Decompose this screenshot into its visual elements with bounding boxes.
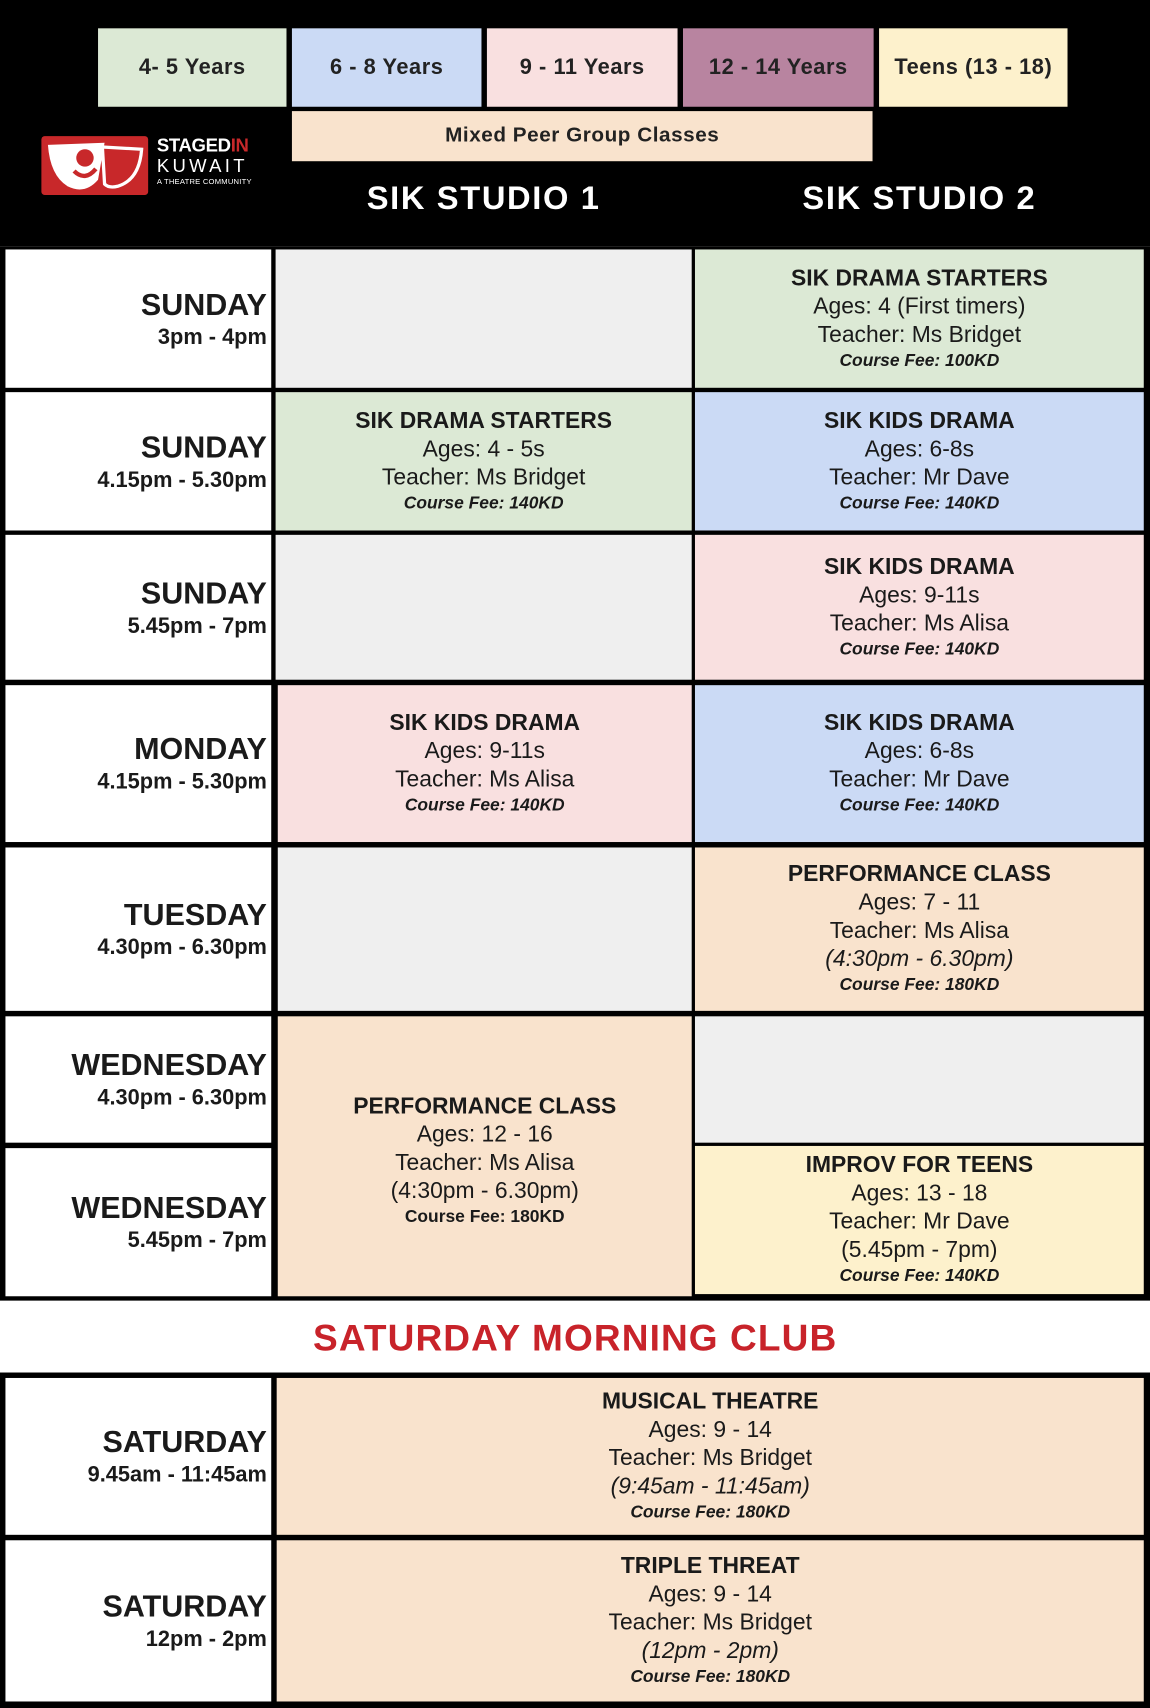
slot-tuesday [5, 847, 271, 1010]
slot-time: 9.45am - 11:45am [87, 1462, 267, 1487]
slot-monday [5, 685, 271, 842]
class-title: MUSICAL THEATRE [601, 1388, 819, 1414]
class-title: IMPROV FOR TEENS [805, 1152, 1034, 1178]
slot-sunday-2 [5, 392, 271, 530]
class-card [278, 1016, 692, 1296]
slot-day: MONDAY [134, 732, 267, 766]
legend-ages-6-8: 6 - 8 Years [292, 28, 482, 106]
class-teacher: Teacher: Ms Alisa [829, 918, 1009, 944]
class-teacher: Teacher: Ms Alisa [829, 610, 1009, 636]
slot-time: 5.45pm - 7pm [127, 613, 267, 638]
class-title: SIK KIDS DRAMA [389, 710, 581, 736]
slot-time: 4.15pm - 5.30pm [97, 467, 267, 492]
slot-time: 12pm - 2pm [145, 1627, 267, 1652]
class-time: (12pm - 2pm) [641, 1638, 779, 1664]
class-title: SIK KIDS DRAMA [824, 407, 1015, 433]
logo-text-kuwait: KUWAIT [156, 155, 248, 177]
class-ages: Ages: 13 - 18 [851, 1180, 988, 1206]
class-teacher: Teacher: Mr Dave [829, 766, 1010, 792]
class-title: TRIPLE THREAT [620, 1553, 800, 1579]
class-card [278, 685, 692, 842]
class-title: SIK DRAMA STARTERS [791, 265, 1048, 291]
logo [41, 134, 259, 199]
legend-ages-9-11: 9 - 11 Years [487, 28, 678, 106]
class-time: (4:30pm - 6.30pm) [390, 1178, 579, 1204]
class-teacher: Teacher: Mr Dave [829, 464, 1010, 490]
slot-time: 3pm - 4pm [157, 325, 267, 350]
class-title: PERFORMANCE CLASS [787, 861, 1051, 887]
legend-teens: Teens (13 - 18) [879, 28, 1067, 106]
empty-slot [276, 249, 692, 387]
class-title: PERFORMANCE CLASS [353, 1093, 617, 1119]
class-title: SIK KIDS DRAMA [824, 553, 1015, 579]
class-ages: Ages: 9 - 14 [648, 1417, 772, 1443]
slot-day: WEDNESDAY [71, 1047, 267, 1082]
class-card [695, 685, 1144, 842]
class-fee: Course Fee: 140KD [839, 493, 1000, 513]
logo-text-staged: STAGED [156, 135, 231, 156]
class-fee: Course Fee: 180KD [630, 1667, 791, 1687]
class-fee: Course Fee: 180KD [404, 1207, 565, 1227]
class-card [277, 1540, 1144, 1701]
slot-time: 5.45pm - 7pm [127, 1228, 267, 1253]
slot-time: 4.30pm - 6.30pm [97, 935, 267, 960]
empty-slot [695, 1016, 1144, 1142]
class-fee: Course Fee: 100KD [839, 351, 1000, 370]
empty-slot [276, 535, 692, 680]
class-teacher: Teacher: Ms Bridget [608, 1609, 812, 1636]
class-title: SIK DRAMA STARTERS [355, 407, 612, 433]
class-card [695, 392, 1144, 530]
slot-sunday-3 [5, 535, 271, 680]
class-time: (9:45am - 11:45am) [610, 1473, 810, 1499]
class-teacher: Teacher: Mr Dave [829, 1209, 1010, 1235]
class-card [695, 1146, 1144, 1294]
class-time: (4:30pm - 6.30pm) [825, 946, 1014, 972]
slot-wednesday-1 [5, 1016, 271, 1142]
class-ages: Ages: 4 (First timers) [813, 293, 1026, 319]
class-ages: Ages: 7 - 11 [858, 889, 981, 916]
class-teacher: Teacher: Ms Alisa [395, 766, 575, 792]
class-teacher: Teacher: Ms Bridget [817, 321, 1022, 347]
slot-day: SATURDAY [102, 1589, 267, 1624]
class-ages: Ages: 6-8s [864, 436, 975, 462]
studio-2-heading: SIK STUDIO 2 [802, 180, 1037, 217]
class-fee: Course Fee: 140KD [839, 1266, 1000, 1286]
class-ages: Ages: 12 - 16 [416, 1121, 553, 1147]
class-fee: Course Fee: 140KD [404, 796, 565, 815]
class-title: SIK KIDS DRAMA [824, 710, 1015, 736]
slot-time: 4.15pm - 5.30pm [97, 770, 267, 795]
slot-saturday-1 [5, 1378, 271, 1535]
class-teacher: Teacher: Ms Bridget [381, 464, 586, 490]
class-card [276, 392, 692, 530]
class-card [695, 847, 1144, 1010]
saturday-club-banner: SATURDAY MORNING CLUB [0, 1301, 1150, 1373]
class-ages: Ages: 9-11s [424, 738, 545, 764]
logo-text-in: IN [230, 135, 249, 156]
slot-saturday-2 [5, 1540, 271, 1701]
class-fee: Course Fee: 140KD [403, 493, 564, 513]
slot-day: SUNDAY [140, 287, 267, 321]
logo-tagline: A THEATRE COMMUNITY [156, 178, 252, 187]
class-teacher: Teacher: Ms Alisa [395, 1149, 575, 1175]
studio-1-heading: SIK STUDIO 1 [366, 180, 601, 217]
legend-mixed-peer: Mixed Peer Group Classes [292, 111, 873, 161]
class-ages: Ages: 6-8s [864, 738, 975, 764]
class-card [695, 535, 1144, 680]
class-time: (5.45pm - 7pm) [841, 1237, 998, 1263]
class-fee: Course Fee: 140KD [839, 639, 1000, 659]
header [0, 0, 1150, 246]
class-fee: Course Fee: 180KD [839, 976, 1000, 995]
class-card [277, 1378, 1144, 1535]
slot-day: SUNDAY [140, 575, 267, 610]
class-fee: Course Fee: 140KD [839, 796, 1000, 815]
class-ages: Ages: 9 - 14 [648, 1581, 772, 1607]
legend-ages-12-14: 12 - 14 Years [683, 28, 874, 106]
slot-day: SUNDAY [140, 429, 267, 464]
slot-day: WEDNESDAY [71, 1190, 267, 1225]
empty-slot [278, 847, 692, 1010]
slot-day: SATURDAY [102, 1424, 267, 1459]
class-ages: Ages: 4 - 5s [422, 436, 545, 462]
slot-wednesday-2 [5, 1148, 271, 1296]
slot-time: 4.30pm - 6.30pm [97, 1086, 267, 1110]
slot-day: TUESDAY [123, 897, 267, 932]
slot-sunday-1 [5, 249, 271, 387]
class-card [695, 249, 1144, 387]
class-fee: Course Fee: 180KD [630, 1503, 791, 1522]
class-ages: Ages: 9-11s [859, 582, 980, 608]
legend-ages-4-5: 4- 5 Years [98, 28, 286, 106]
theatre-mask-icon [41, 136, 148, 195]
class-teacher: Teacher: Ms Bridget [608, 1445, 812, 1471]
